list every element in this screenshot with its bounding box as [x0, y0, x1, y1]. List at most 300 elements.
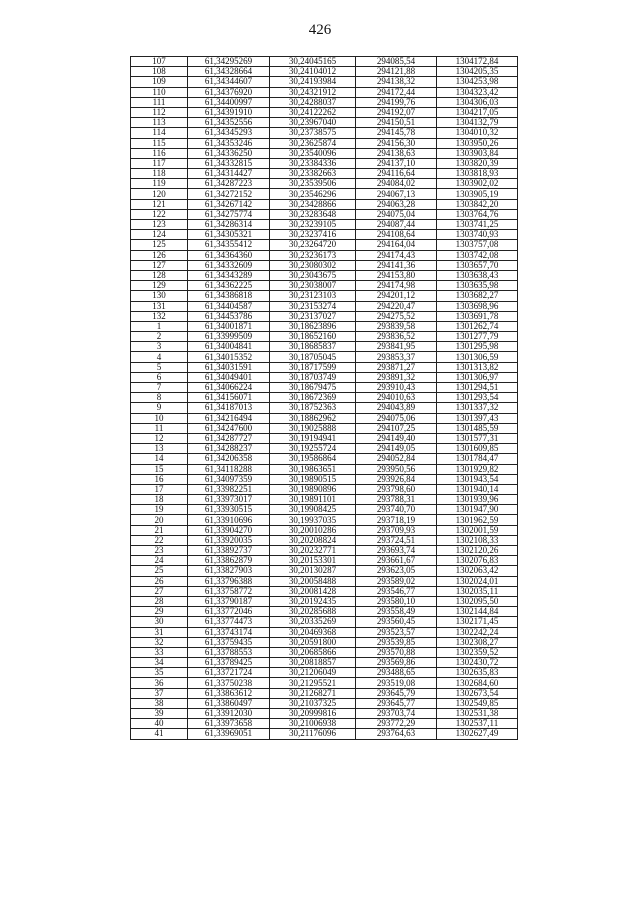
longitude-cell: 30,23237416 — [270, 230, 356, 240]
point-number-cell: 23 — [131, 546, 188, 556]
point-number-cell: 17 — [131, 484, 188, 494]
latitude-cell: 61,33750238 — [188, 678, 270, 688]
x-coordinate-cell: 294121,88 — [356, 67, 437, 77]
y-coordinate-cell: 1304306,03 — [437, 97, 518, 107]
longitude-cell: 30,20591800 — [270, 637, 356, 647]
y-coordinate-cell: 1303742,08 — [437, 250, 518, 260]
x-coordinate-cell: 293764,63 — [356, 729, 437, 739]
point-number-cell: 5 — [131, 362, 188, 372]
table-row — [131, 199, 518, 209]
longitude-cell: 30,19937035 — [270, 515, 356, 525]
x-coordinate-cell: 294043,89 — [356, 403, 437, 413]
x-coordinate-cell: 294149,40 — [356, 433, 437, 443]
y-coordinate-cell: 1301306,59 — [437, 352, 518, 362]
longitude-cell: 30,19863651 — [270, 464, 356, 474]
latitude-cell: 61,34332609 — [188, 260, 270, 270]
y-coordinate-cell: 1302144,84 — [437, 607, 518, 617]
x-coordinate-cell: 293703,74 — [356, 709, 437, 719]
latitude-cell: 61,34049401 — [188, 372, 270, 382]
table-row — [131, 719, 518, 729]
table-row — [131, 596, 518, 606]
point-number-cell: 123 — [131, 220, 188, 230]
longitude-cell: 30,18705045 — [270, 352, 356, 362]
point-number-cell: 1 — [131, 321, 188, 331]
longitude-cell: 30,19586864 — [270, 454, 356, 464]
longitude-cell: 30,23625874 — [270, 138, 356, 148]
table-row — [131, 107, 518, 117]
x-coordinate-cell: 293519,08 — [356, 678, 437, 688]
point-number-cell: 9 — [131, 403, 188, 413]
y-coordinate-cell: 1304132,79 — [437, 118, 518, 128]
y-coordinate-cell: 1303740,93 — [437, 230, 518, 240]
latitude-cell: 61,34247600 — [188, 423, 270, 433]
x-coordinate-cell: 293569,86 — [356, 658, 437, 668]
x-coordinate-cell: 293539,85 — [356, 637, 437, 647]
point-number-cell: 41 — [131, 729, 188, 739]
longitude-cell: 30,23043675 — [270, 270, 356, 280]
table-row — [131, 240, 518, 250]
table-row — [131, 179, 518, 189]
y-coordinate-cell: 1301943,54 — [437, 474, 518, 484]
y-coordinate-cell: 1303905,19 — [437, 189, 518, 199]
latitude-cell: 61,34295269 — [188, 57, 270, 67]
latitude-cell: 61,34328664 — [188, 67, 270, 77]
table-row — [131, 332, 518, 342]
table-row — [131, 637, 518, 647]
longitude-cell: 30,20010286 — [270, 525, 356, 535]
y-coordinate-cell: 1302308,27 — [437, 637, 518, 647]
latitude-cell: 61,33860497 — [188, 698, 270, 708]
longitude-cell: 30,23738575 — [270, 128, 356, 138]
x-coordinate-cell: 293709,93 — [356, 525, 437, 535]
table-row — [131, 270, 518, 280]
x-coordinate-cell: 294075,04 — [356, 209, 437, 219]
point-number-cell: 36 — [131, 678, 188, 688]
y-coordinate-cell: 1304010,32 — [437, 128, 518, 138]
latitude-cell: 61,33788553 — [188, 647, 270, 657]
point-number-cell: 11 — [131, 423, 188, 433]
y-coordinate-cell: 1302035,11 — [437, 586, 518, 596]
x-coordinate-cell: 294137,10 — [356, 158, 437, 168]
longitude-cell: 30,18703749 — [270, 372, 356, 382]
longitude-cell: 30,18672369 — [270, 393, 356, 403]
table-row — [131, 209, 518, 219]
x-coordinate-cell: 293693,74 — [356, 546, 437, 556]
y-coordinate-cell: 1301577,31 — [437, 433, 518, 443]
point-number-cell: 38 — [131, 698, 188, 708]
point-number-cell: 30 — [131, 617, 188, 627]
table-row — [131, 576, 518, 586]
x-coordinate-cell: 294201,12 — [356, 291, 437, 301]
y-coordinate-cell: 1304323,42 — [437, 87, 518, 97]
x-coordinate-cell: 293488,65 — [356, 668, 437, 678]
latitude-cell: 61,34287727 — [188, 433, 270, 443]
table-row — [131, 423, 518, 433]
point-number-cell: 111 — [131, 97, 188, 107]
table-row — [131, 67, 518, 77]
longitude-cell: 30,18679475 — [270, 383, 356, 393]
latitude-cell: 61,34206358 — [188, 454, 270, 464]
table-row — [131, 647, 518, 657]
longitude-cell: 30,20081428 — [270, 586, 356, 596]
y-coordinate-cell: 1301262,74 — [437, 321, 518, 331]
point-number-cell: 27 — [131, 586, 188, 596]
longitude-cell: 30,24122262 — [270, 107, 356, 117]
table-row — [131, 403, 518, 413]
latitude-cell: 61,34376920 — [188, 87, 270, 97]
table-row — [131, 688, 518, 698]
x-coordinate-cell: 293645,77 — [356, 698, 437, 708]
y-coordinate-cell: 1303903,84 — [437, 148, 518, 158]
x-coordinate-cell: 293661,67 — [356, 556, 437, 566]
table-row — [131, 362, 518, 372]
longitude-cell: 30,20208824 — [270, 535, 356, 545]
latitude-cell: 61,33973017 — [188, 495, 270, 505]
point-number-cell: 39 — [131, 709, 188, 719]
latitude-cell: 61,33827903 — [188, 566, 270, 576]
latitude-cell: 61,34345293 — [188, 128, 270, 138]
latitude-cell: 61,33790187 — [188, 596, 270, 606]
y-coordinate-cell: 1302063,42 — [437, 566, 518, 576]
longitude-cell: 30,18685837 — [270, 342, 356, 352]
x-coordinate-cell: 294156,30 — [356, 138, 437, 148]
table-row — [131, 352, 518, 362]
x-coordinate-cell: 293589,02 — [356, 576, 437, 586]
y-coordinate-cell: 1302359,52 — [437, 647, 518, 657]
x-coordinate-cell: 293798,60 — [356, 484, 437, 494]
y-coordinate-cell: 1303638,43 — [437, 270, 518, 280]
point-number-cell: 120 — [131, 189, 188, 199]
latitude-cell: 61,34364360 — [188, 250, 270, 260]
longitude-cell: 30,20153301 — [270, 556, 356, 566]
y-coordinate-cell: 1303741,25 — [437, 220, 518, 230]
latitude-cell: 61,34386818 — [188, 291, 270, 301]
point-number-cell: 114 — [131, 128, 188, 138]
table-row — [131, 607, 518, 617]
table-row — [131, 495, 518, 505]
latitude-cell: 61,34272152 — [188, 189, 270, 199]
y-coordinate-cell: 1301947,90 — [437, 505, 518, 515]
longitude-cell: 30,19255724 — [270, 444, 356, 454]
y-coordinate-cell: 1303698,96 — [437, 301, 518, 311]
table-row — [131, 556, 518, 566]
x-coordinate-cell: 294174,43 — [356, 250, 437, 260]
table-row — [131, 484, 518, 494]
x-coordinate-cell: 294172,44 — [356, 87, 437, 97]
x-coordinate-cell: 294052,84 — [356, 454, 437, 464]
longitude-cell: 30,23428866 — [270, 199, 356, 209]
table-row — [131, 393, 518, 403]
latitude-cell: 61,33904270 — [188, 525, 270, 535]
longitude-cell: 30,24045165 — [270, 57, 356, 67]
longitude-cell: 30,18752363 — [270, 403, 356, 413]
y-coordinate-cell: 1302684,60 — [437, 678, 518, 688]
table-row — [131, 729, 518, 739]
longitude-cell: 30,21176096 — [270, 729, 356, 739]
longitude-cell: 30,23384336 — [270, 158, 356, 168]
point-number-cell: 122 — [131, 209, 188, 219]
point-number-cell: 20 — [131, 515, 188, 525]
y-coordinate-cell: 1301784,47 — [437, 454, 518, 464]
latitude-cell: 61,34156071 — [188, 393, 270, 403]
longitude-cell: 30,20232771 — [270, 546, 356, 556]
longitude-cell: 30,23546296 — [270, 189, 356, 199]
y-coordinate-cell: 1303820,39 — [437, 158, 518, 168]
x-coordinate-cell: 293839,58 — [356, 321, 437, 331]
longitude-cell: 30,24321912 — [270, 87, 356, 97]
y-coordinate-cell: 1301293,54 — [437, 393, 518, 403]
y-coordinate-cell: 1303657,70 — [437, 260, 518, 270]
latitude-cell: 61,33969051 — [188, 729, 270, 739]
longitude-cell: 30,24193984 — [270, 77, 356, 87]
coordinates-table — [130, 56, 518, 740]
x-coordinate-cell: 294174,98 — [356, 281, 437, 291]
y-coordinate-cell: 1304253,98 — [437, 77, 518, 87]
longitude-cell: 30,20469368 — [270, 627, 356, 637]
y-coordinate-cell: 1301940,14 — [437, 484, 518, 494]
table-row — [131, 454, 518, 464]
x-coordinate-cell: 294141,36 — [356, 260, 437, 270]
x-coordinate-cell: 294192,07 — [356, 107, 437, 117]
latitude-cell: 61,34187013 — [188, 403, 270, 413]
latitude-cell: 61,34287223 — [188, 179, 270, 189]
point-number-cell: 110 — [131, 87, 188, 97]
y-coordinate-cell: 1302531,38 — [437, 709, 518, 719]
latitude-cell: 61,34015352 — [188, 352, 270, 362]
point-number-cell: 127 — [131, 260, 188, 270]
longitude-cell: 30,21006938 — [270, 719, 356, 729]
latitude-cell: 61,34391910 — [188, 107, 270, 117]
x-coordinate-cell: 293558,49 — [356, 607, 437, 617]
point-number-cell: 22 — [131, 535, 188, 545]
x-coordinate-cell: 294087,44 — [356, 220, 437, 230]
latitude-cell: 61,34336250 — [188, 148, 270, 158]
table-row — [131, 444, 518, 454]
y-coordinate-cell: 1303635,98 — [437, 281, 518, 291]
latitude-cell: 61,34453786 — [188, 311, 270, 321]
x-coordinate-cell: 293546,77 — [356, 586, 437, 596]
point-number-cell: 2 — [131, 332, 188, 342]
y-coordinate-cell: 1303757,08 — [437, 240, 518, 250]
longitude-cell: 30,20685866 — [270, 647, 356, 657]
x-coordinate-cell: 294067,13 — [356, 189, 437, 199]
y-coordinate-cell: 1302537,11 — [437, 719, 518, 729]
longitude-cell: 30,18717599 — [270, 362, 356, 372]
table-row — [131, 189, 518, 199]
table-row — [131, 301, 518, 311]
latitude-cell: 61,33774473 — [188, 617, 270, 627]
x-coordinate-cell: 294153,80 — [356, 270, 437, 280]
y-coordinate-cell: 1301962,59 — [437, 515, 518, 525]
x-coordinate-cell: 293740,70 — [356, 505, 437, 515]
longitude-cell: 30,20058488 — [270, 576, 356, 586]
longitude-cell: 30,24104012 — [270, 67, 356, 77]
latitude-cell: 61,33743174 — [188, 627, 270, 637]
x-coordinate-cell: 294199,76 — [356, 97, 437, 107]
y-coordinate-cell: 1304205,35 — [437, 67, 518, 77]
table-row — [131, 169, 518, 179]
x-coordinate-cell: 294145,78 — [356, 128, 437, 138]
point-number-cell: 113 — [131, 118, 188, 128]
point-number-cell: 28 — [131, 596, 188, 606]
x-coordinate-cell: 294085,54 — [356, 57, 437, 67]
point-number-cell: 35 — [131, 668, 188, 678]
table-row — [131, 128, 518, 138]
x-coordinate-cell: 293580,10 — [356, 596, 437, 606]
table-row — [131, 464, 518, 474]
x-coordinate-cell: 294107,25 — [356, 423, 437, 433]
point-number-cell: 15 — [131, 464, 188, 474]
longitude-cell: 30,19908425 — [270, 505, 356, 515]
y-coordinate-cell: 1301929,82 — [437, 464, 518, 474]
point-number-cell: 7 — [131, 383, 188, 393]
x-coordinate-cell: 293910,43 — [356, 383, 437, 393]
latitude-cell: 61,33862879 — [188, 556, 270, 566]
x-coordinate-cell: 293645,79 — [356, 688, 437, 698]
table-row — [131, 668, 518, 678]
longitude-cell: 30,21268271 — [270, 688, 356, 698]
point-number-cell: 37 — [131, 688, 188, 698]
x-coordinate-cell: 293560,45 — [356, 617, 437, 627]
point-number-cell: 3 — [131, 342, 188, 352]
y-coordinate-cell: 1303818,93 — [437, 169, 518, 179]
longitude-cell: 30,23382663 — [270, 169, 356, 179]
table-row — [131, 250, 518, 260]
y-coordinate-cell: 1301294,51 — [437, 383, 518, 393]
point-number-cell: 116 — [131, 148, 188, 158]
table-row — [131, 158, 518, 168]
latitude-cell: 61,34355412 — [188, 240, 270, 250]
table-row — [131, 342, 518, 352]
x-coordinate-cell: 294138,63 — [356, 148, 437, 158]
y-coordinate-cell: 1302001,59 — [437, 525, 518, 535]
longitude-cell: 30,23239105 — [270, 220, 356, 230]
x-coordinate-cell: 294220,47 — [356, 301, 437, 311]
point-number-cell: 31 — [131, 627, 188, 637]
latitude-cell: 61,34275774 — [188, 209, 270, 219]
table-row — [131, 138, 518, 148]
point-number-cell: 13 — [131, 444, 188, 454]
latitude-cell: 61,34267142 — [188, 199, 270, 209]
latitude-cell: 61,34288237 — [188, 444, 270, 454]
y-coordinate-cell: 1302673,54 — [437, 688, 518, 698]
x-coordinate-cell: 294164,04 — [356, 240, 437, 250]
table-row — [131, 586, 518, 596]
point-number-cell: 40 — [131, 719, 188, 729]
point-number-cell: 112 — [131, 107, 188, 117]
latitude-cell: 61,34314427 — [188, 169, 270, 179]
latitude-cell: 61,33863612 — [188, 688, 270, 698]
y-coordinate-cell: 1301397,43 — [437, 413, 518, 423]
longitude-cell: 30,18652160 — [270, 332, 356, 342]
point-number-cell: 26 — [131, 576, 188, 586]
x-coordinate-cell: 293724,51 — [356, 535, 437, 545]
x-coordinate-cell: 294116,64 — [356, 169, 437, 179]
table-row — [131, 230, 518, 240]
longitude-cell: 30,23153274 — [270, 301, 356, 311]
point-number-cell: 4 — [131, 352, 188, 362]
latitude-cell: 61,33772046 — [188, 607, 270, 617]
y-coordinate-cell: 1301939,96 — [437, 495, 518, 505]
latitude-cell: 61,33930515 — [188, 505, 270, 515]
longitude-cell: 30,23540096 — [270, 148, 356, 158]
y-coordinate-cell: 1302120,26 — [437, 546, 518, 556]
table-row — [131, 321, 518, 331]
x-coordinate-cell: 294063,28 — [356, 199, 437, 209]
longitude-cell: 30,19891101 — [270, 495, 356, 505]
longitude-cell: 30,23283648 — [270, 209, 356, 219]
table-row — [131, 658, 518, 668]
y-coordinate-cell: 1301277,79 — [437, 332, 518, 342]
table-row — [131, 220, 518, 230]
point-number-cell: 12 — [131, 433, 188, 443]
latitude-cell: 61,34031591 — [188, 362, 270, 372]
point-number-cell: 108 — [131, 67, 188, 77]
table-row — [131, 118, 518, 128]
point-number-cell: 125 — [131, 240, 188, 250]
latitude-cell: 61,33796388 — [188, 576, 270, 586]
latitude-cell: 61,33759435 — [188, 637, 270, 647]
latitude-cell: 61,34343289 — [188, 270, 270, 280]
longitude-cell: 30,21295521 — [270, 678, 356, 688]
coordinates-table-body — [131, 57, 518, 740]
latitude-cell: 61,33973658 — [188, 719, 270, 729]
x-coordinate-cell: 293853,37 — [356, 352, 437, 362]
table-row — [131, 474, 518, 484]
y-coordinate-cell: 1303950,26 — [437, 138, 518, 148]
y-coordinate-cell: 1301609,85 — [437, 444, 518, 454]
latitude-cell: 61,34216494 — [188, 413, 270, 423]
point-number-cell: 117 — [131, 158, 188, 168]
table-row — [131, 291, 518, 301]
latitude-cell: 61,34362225 — [188, 281, 270, 291]
y-coordinate-cell: 1304217,05 — [437, 107, 518, 117]
y-coordinate-cell: 1301306,97 — [437, 372, 518, 382]
y-coordinate-cell: 1302108,33 — [437, 535, 518, 545]
y-coordinate-cell: 1302024,01 — [437, 576, 518, 586]
longitude-cell: 30,19890896 — [270, 484, 356, 494]
longitude-cell: 30,23264720 — [270, 240, 356, 250]
point-number-cell: 119 — [131, 179, 188, 189]
point-number-cell: 118 — [131, 169, 188, 179]
y-coordinate-cell: 1301337,32 — [437, 403, 518, 413]
table-row — [131, 433, 518, 443]
longitude-cell: 30,20818857 — [270, 658, 356, 668]
longitude-cell: 30,23123103 — [270, 291, 356, 301]
table-row — [131, 383, 518, 393]
longitude-cell: 30,20285688 — [270, 607, 356, 617]
x-coordinate-cell: 294150,51 — [356, 118, 437, 128]
x-coordinate-cell: 293841,95 — [356, 342, 437, 352]
longitude-cell: 30,21206049 — [270, 668, 356, 678]
longitude-cell: 30,19890515 — [270, 474, 356, 484]
point-number-cell: 24 — [131, 556, 188, 566]
table-row — [131, 413, 518, 423]
y-coordinate-cell: 1301295,98 — [437, 342, 518, 352]
x-coordinate-cell: 294084,02 — [356, 179, 437, 189]
x-coordinate-cell: 293871,27 — [356, 362, 437, 372]
longitude-cell: 30,23539506 — [270, 179, 356, 189]
point-number-cell: 21 — [131, 525, 188, 535]
x-coordinate-cell: 293950,56 — [356, 464, 437, 474]
point-number-cell: 129 — [131, 281, 188, 291]
x-coordinate-cell: 293623,05 — [356, 566, 437, 576]
table-row — [131, 709, 518, 719]
y-coordinate-cell: 1302627,49 — [437, 729, 518, 739]
point-number-cell: 132 — [131, 311, 188, 321]
y-coordinate-cell: 1301313,82 — [437, 362, 518, 372]
table-row — [131, 617, 518, 627]
